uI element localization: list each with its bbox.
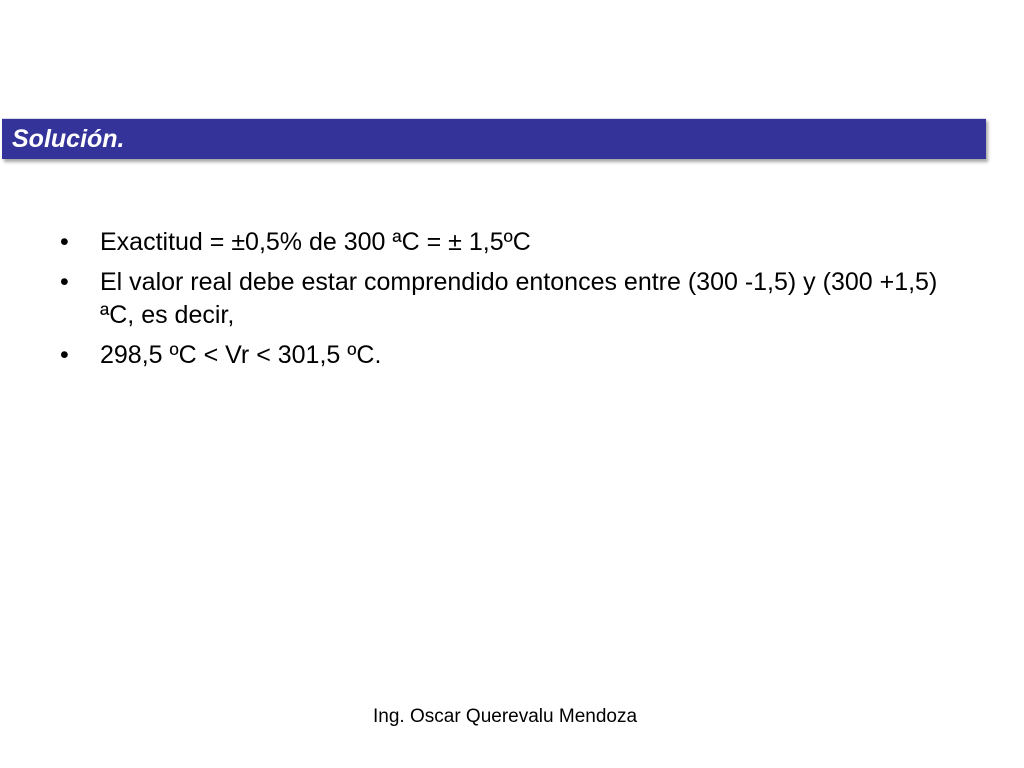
footer-author: Ing. Oscar Querevalu Mendoza	[373, 706, 638, 727]
bullet-marker: •	[60, 268, 69, 296]
bullet-text: El valor real debe estar comprendido entonces entre (300 -1,5) y (300 +1,5) ªC, es decir,	[100, 268, 938, 329]
title-bar	[2, 118, 986, 159]
bullet-text: 298,5 ºC < Vr < 301,5 ºC.	[100, 341, 382, 369]
bullet-item	[60, 266, 960, 332]
bullet-text: Exactitud = ±0,5% de 300 ªC = ± 1,5ºC	[100, 228, 531, 256]
slide-title: Solución.	[12, 125, 125, 153]
bullet-marker: •	[60, 341, 69, 369]
bullet-item	[60, 226, 960, 259]
bullet-list	[60, 226, 960, 379]
bullet-item	[60, 339, 960, 372]
bullet-marker: •	[60, 228, 69, 256]
